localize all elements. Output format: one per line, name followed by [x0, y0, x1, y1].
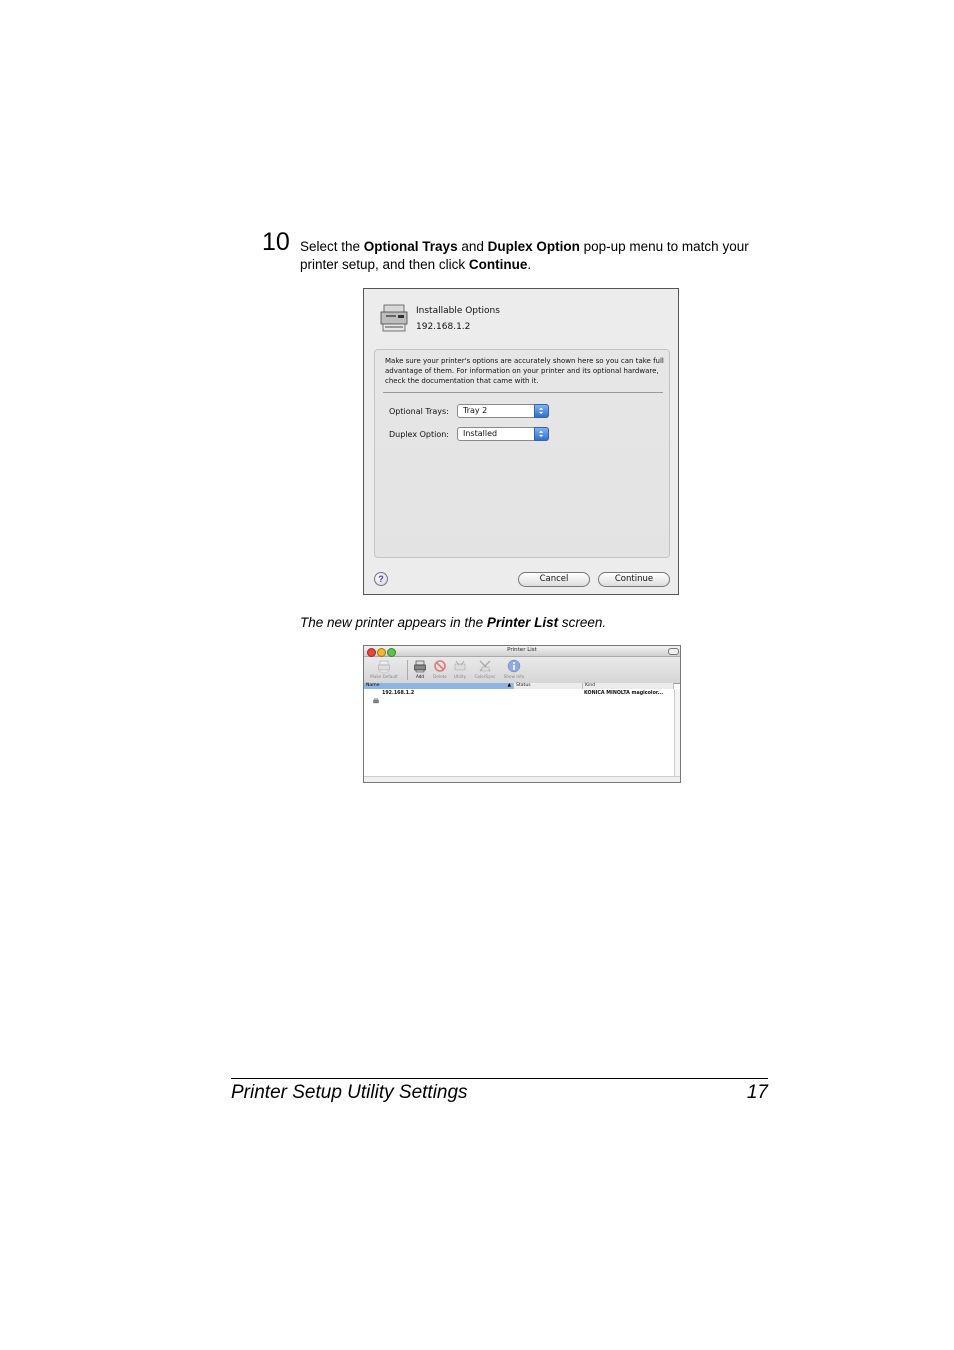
utility-icon [453, 659, 467, 673]
printer-address: 192.168.1.2 [416, 322, 471, 332]
utility-button[interactable]: Utility [445, 659, 475, 679]
duplex-option-label: Duplex Option: [389, 430, 449, 439]
cancel-button[interactable]: Cancel [518, 572, 590, 587]
window-titlebar [364, 646, 680, 657]
printer-row-icon [373, 691, 379, 697]
printer-list-window [363, 645, 681, 783]
window-title: Printer List [507, 647, 537, 653]
popup-arrows-icon [534, 404, 549, 418]
column-header-kind[interactable]: Kind [583, 683, 674, 689]
duplex-option-value: Installed [463, 429, 498, 438]
optional-trays-popup[interactable] [457, 404, 549, 418]
column-header-status[interactable]: Status [514, 683, 583, 689]
step-number: 10 [262, 228, 290, 256]
footer-rule [231, 1078, 768, 1079]
optional-trays-label: Optional Trays: [389, 407, 449, 416]
toolbar-toggle-icon[interactable] [668, 648, 679, 655]
options-panel [374, 349, 670, 558]
footer-title: Printer Setup Utility Settings [231, 1082, 468, 1103]
colorsync-button[interactable]: ColorSync [470, 659, 500, 679]
caption: The new printer appears in the Printer List screen. [300, 615, 607, 630]
popup-arrows-icon [534, 427, 549, 441]
dialog-title: Installable Options [416, 306, 500, 316]
panel-divider [383, 392, 663, 393]
printer-icon [378, 301, 412, 335]
colorsync-icon [478, 659, 492, 673]
duplex-option-popup[interactable] [457, 427, 549, 441]
help-button[interactable]: ? [374, 572, 388, 586]
printer-icon [377, 659, 391, 673]
optional-trays-value: Tray 2 [463, 406, 488, 415]
info-icon [507, 659, 521, 673]
add-button[interactable]: Add [405, 659, 435, 679]
sort-arrow-icon: ▲ [507, 683, 511, 688]
options-message: Make sure your printer's options are accurately shown here so you can take full advantage of them. For information on your printer and its optional hardware, check the documentation that came with it. [385, 357, 664, 385]
continue-button[interactable]: Continue [598, 572, 670, 587]
step-instruction: Select the Optional Trays and Duplex Option pop-up menu to match your printer setup, and then click Continue. [300, 239, 749, 272]
list-bottom-bar [364, 776, 680, 783]
column-header-name[interactable]: Name ▲ [364, 683, 514, 689]
delete-button[interactable]: Delete [425, 659, 455, 679]
show-info-button[interactable]: Show Info [499, 659, 529, 679]
page-number: 17 [746, 1082, 768, 1103]
printer-name-cell[interactable]: 192.168.1.2 [382, 691, 415, 696]
printer-kind-cell: KONICA MINOLTA magicolor... [584, 691, 664, 696]
vertical-scrollbar[interactable] [674, 689, 681, 777]
make-default-button[interactable]: Make Default [369, 659, 399, 679]
toolbar [364, 657, 680, 684]
installable-options-dialog [363, 288, 679, 595]
